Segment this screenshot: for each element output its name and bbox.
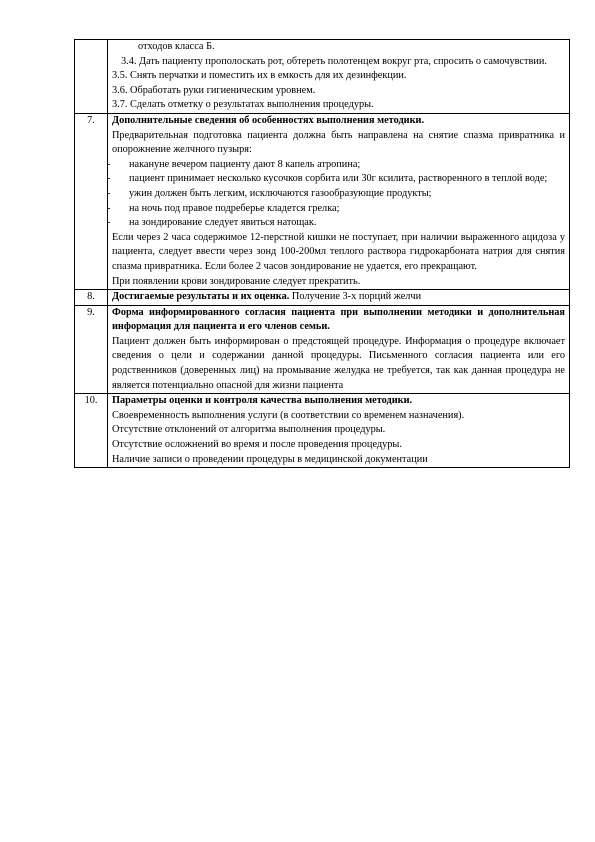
- section-heading: Дополнительные сведения об особенностях выполнения методики.: [112, 114, 425, 126]
- row-content: [108, 305, 570, 394]
- paragraph: Наличие записи о проведении процедуры в медицинской документации: [112, 453, 428, 465]
- row-number: [75, 40, 108, 114]
- paragraph: [112, 290, 565, 305]
- paragraph: Пациент должен быть информирован о предстоящей процедуре. Информация о процедуре включает сведения о цели и содержании данной процедуры. Письменного согласия пациента или его родственников (доверенных лиц) на промывание желудка не требуется, так как данная процедура не является потенциально опасной для жизни пациента: [112, 335, 565, 391]
- step-text: 3.6. Обработать руки гигиеническим уровнем.: [112, 84, 316, 96]
- step-text: отходов класса Б.: [138, 41, 215, 52]
- table-row: [75, 290, 570, 306]
- section-heading: Форма информированного согласия пациента при выполнении методики и дополнительная информация для пациента и его членов семьи.: [112, 306, 565, 333]
- row-number: 9.: [75, 305, 108, 394]
- row-content: [108, 290, 570, 306]
- table-row: [75, 305, 570, 394]
- list-item: - ужин должен быть легким, исключаются газообразующие продукты;: [112, 187, 565, 202]
- step-text: 3.4. Дать пациенту прополоскать рот, обтереть полотенцем вокруг рта, спросить о самочувствии.: [121, 55, 547, 67]
- result-text: Получение 3-х порций желчи: [289, 291, 422, 303]
- table-row: [75, 113, 570, 289]
- step-text: 3.7. Сделать отметку о результатах выполнения процедуры.: [112, 99, 374, 111]
- section-heading: Параметры оценки и контроля качества выполнения методики.: [112, 395, 413, 407]
- list-item: - пациент принимает несколько кусочков сорбита или 30г ксилита, растворенного в теплой воде;: [112, 172, 565, 187]
- list-item: - накануне вечером пациенту дают 8 капель атропина;: [112, 158, 565, 173]
- section-heading: Достигаемые результаты и их оценка.: [112, 291, 290, 303]
- step-text: 3.5. Снять перчатки и поместить их в емкость для их дезинфекции.: [112, 70, 407, 82]
- paragraph: Предварительная подготовка пациента должна быть направлена на снятие спазма привратника и опорожнение желчного пузыря:: [112, 129, 565, 156]
- row-number: 8.: [75, 290, 108, 306]
- table-row: [75, 394, 570, 468]
- row-content: [108, 113, 570, 289]
- row-number: 10.: [75, 394, 108, 468]
- paragraph: При появлении крови зондирование следует прекратить.: [112, 275, 361, 287]
- procedure-table: [74, 39, 570, 468]
- paragraph: Если через 2 часа содержимое 12-перстной кишки не поступает, при наличии выраженного ацидоза у пациента, следует ввести через зонд 100-200мл теплого раствора гидрокарбоната натрия для снятия спазма привратника. Если более 2 часов зондирование не удается, его прекращают.: [112, 231, 565, 272]
- row-number: 7.: [75, 113, 108, 289]
- paragraph: Своевременность выполнения услуги (в соответствии со временем назначения).: [112, 409, 465, 421]
- list-item: - на ночь под правое подреберье кладется грелка;: [112, 202, 565, 217]
- paragraph: Отсутствие отклонений от алгоритма выполнения процедуры.: [112, 424, 386, 436]
- row-content: [108, 40, 570, 114]
- row-content: [108, 394, 570, 468]
- list-item: - на зондирование следует явиться натощак.: [112, 216, 565, 231]
- table-row: [75, 40, 570, 114]
- paragraph: Отсутствие осложнений во время и после проведения процедуры.: [112, 439, 402, 451]
